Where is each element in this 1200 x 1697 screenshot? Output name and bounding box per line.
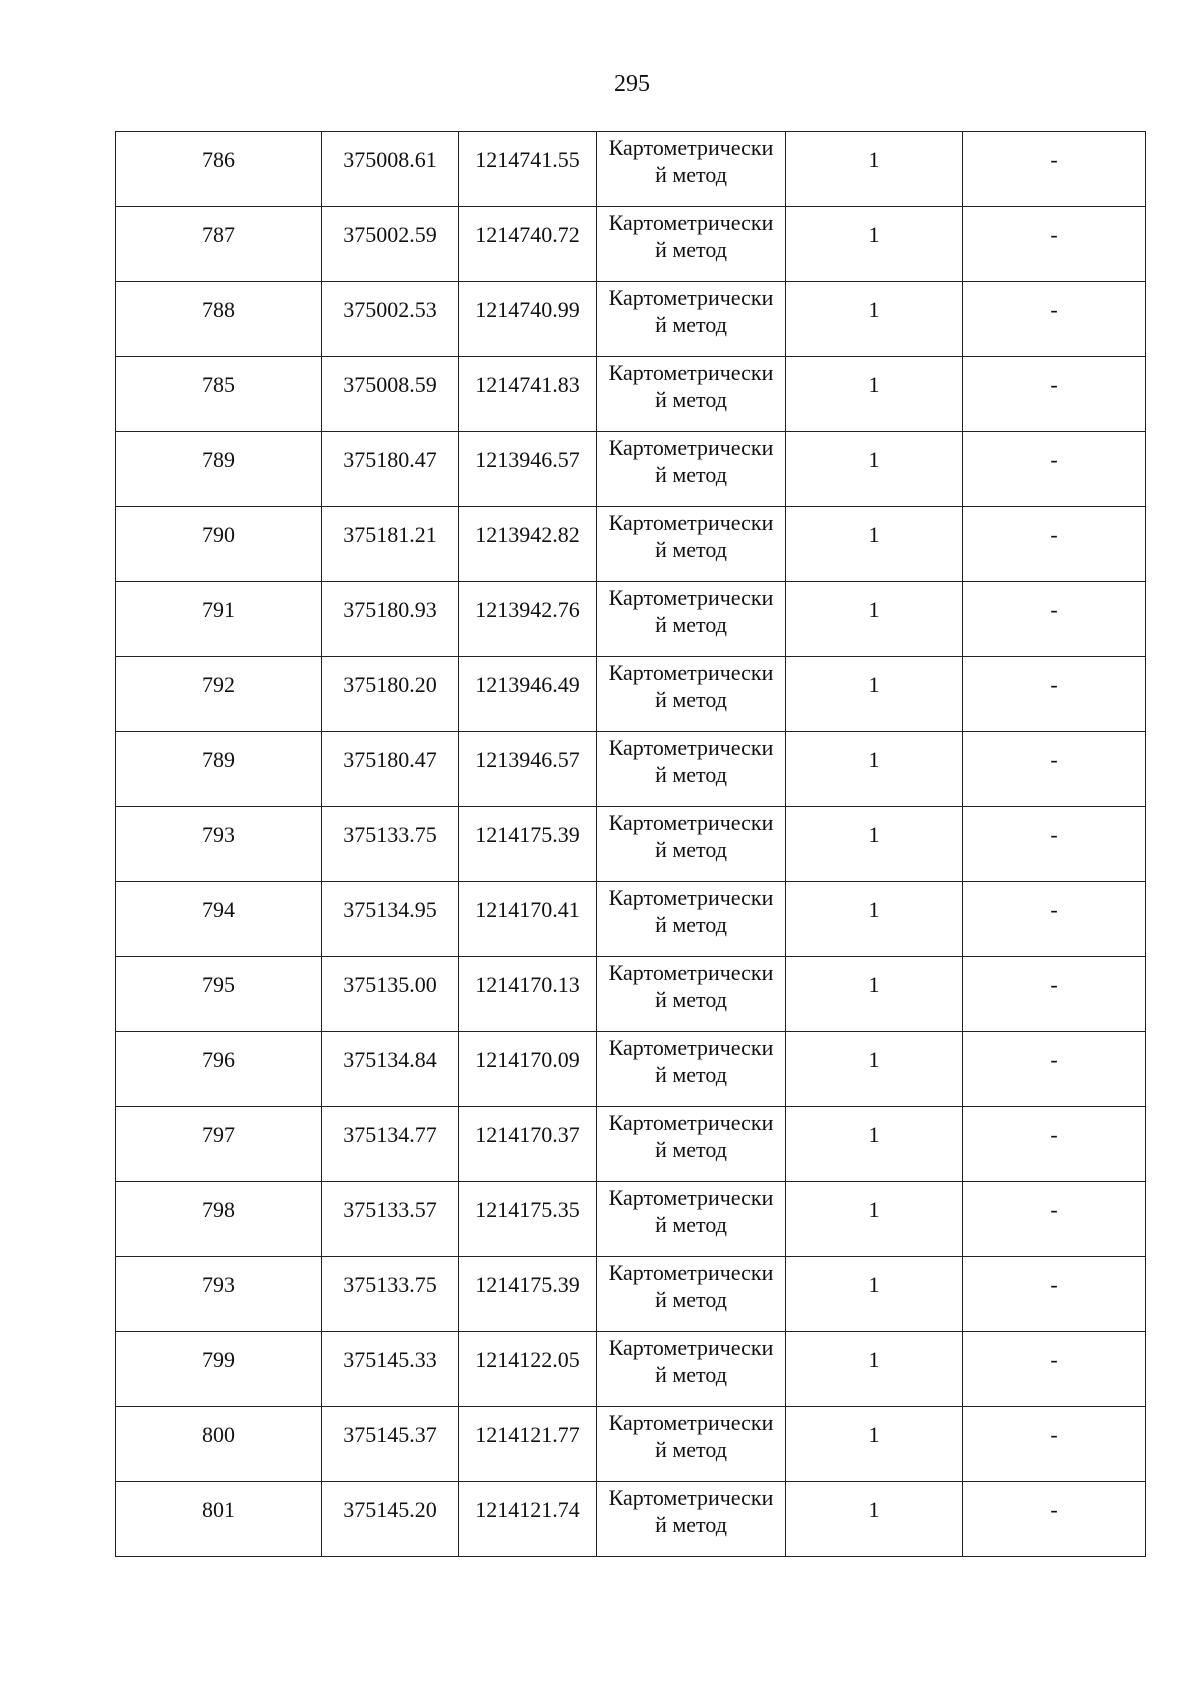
- accuracy-cell-value: 1: [868, 1422, 880, 1447]
- method-text-line1: Картометрически: [608, 135, 774, 160]
- x-coordinate-cell: [322, 1032, 459, 1107]
- x-coordinate-cell-value: 375134.77: [343, 1122, 437, 1147]
- method-cell: [597, 1032, 786, 1107]
- note-cell-value: -: [1050, 597, 1058, 622]
- accuracy-cell: [786, 1482, 963, 1557]
- x-coordinate-cell-value: 375145.37: [343, 1422, 437, 1447]
- method-cell: [597, 1482, 786, 1557]
- note-cell: [963, 882, 1146, 957]
- point-number-cell: [116, 282, 322, 357]
- point-number-cell-value: 786: [202, 147, 235, 172]
- table-row: [116, 1407, 1146, 1482]
- note-cell: [963, 1032, 1146, 1107]
- point-number-cell: [116, 657, 322, 732]
- y-coordinate-cell-value: 1214740.99: [475, 297, 580, 322]
- accuracy-cell-value: 1: [868, 222, 880, 247]
- method-text-line1: Картометрически: [608, 810, 774, 835]
- method-cell: [597, 282, 786, 357]
- point-number-cell-value: 789: [202, 747, 235, 772]
- accuracy-cell-value: 1: [868, 522, 880, 547]
- method-text-line1: Картометрически: [608, 1485, 774, 1510]
- y-coordinate-cell-value: 1214121.77: [475, 1422, 580, 1447]
- point-number-cell: [116, 1482, 322, 1557]
- point-number-cell-value: 797: [202, 1122, 235, 1147]
- y-coordinate-cell: [459, 582, 597, 657]
- x-coordinate-cell: [322, 1182, 459, 1257]
- note-cell: [963, 1482, 1146, 1557]
- x-coordinate-cell: [322, 732, 459, 807]
- accuracy-cell-value: 1: [868, 1122, 880, 1147]
- accuracy-cell-value: 1: [868, 747, 880, 772]
- point-number-cell: [116, 1332, 322, 1407]
- method-text-line1: Картометрически: [608, 285, 774, 310]
- y-coordinate-cell-value: 1214122.05: [475, 1347, 580, 1372]
- method-text-line1: Картометрически: [608, 1410, 774, 1435]
- accuracy-cell: [786, 357, 963, 432]
- accuracy-cell-value: 1: [868, 147, 880, 172]
- note-cell-value: -: [1050, 1197, 1058, 1222]
- x-coordinate-cell: [322, 807, 459, 882]
- y-coordinate-cell: [459, 807, 597, 882]
- method-text-line2: й метод: [655, 837, 727, 862]
- table-row: [116, 807, 1146, 882]
- method-text-line2: й метод: [655, 537, 727, 562]
- table-row: [116, 657, 1146, 732]
- accuracy-cell: [786, 1107, 963, 1182]
- method-text-line2: й метод: [655, 1137, 727, 1162]
- y-coordinate-cell-value: 1213946.57: [475, 747, 580, 772]
- table-row: [116, 582, 1146, 657]
- x-coordinate-cell-value: 375180.47: [343, 747, 437, 772]
- point-number-cell-value: 799: [202, 1347, 235, 1372]
- note-cell: [963, 357, 1146, 432]
- table-row: [116, 132, 1146, 207]
- note-cell-value: -: [1050, 1422, 1058, 1447]
- accuracy-cell-value: 1: [868, 1497, 880, 1522]
- method-text-line2: й метод: [655, 387, 727, 412]
- note-cell: [963, 1182, 1146, 1257]
- method-cell: [597, 1107, 786, 1182]
- table-row: [116, 507, 1146, 582]
- table-row: [116, 1482, 1146, 1557]
- table-row: [116, 207, 1146, 282]
- y-coordinate-cell: [459, 1032, 597, 1107]
- note-cell-value: -: [1050, 672, 1058, 697]
- accuracy-cell: [786, 1257, 963, 1332]
- point-number-cell: [116, 582, 322, 657]
- accuracy-cell: [786, 432, 963, 507]
- x-coordinate-cell: [322, 657, 459, 732]
- point-number-cell: [116, 207, 322, 282]
- point-number-cell: [116, 132, 322, 207]
- point-number-cell-value: 796: [202, 1047, 235, 1072]
- method-text-line2: й метод: [655, 1212, 727, 1237]
- y-coordinate-cell-value: 1213942.82: [475, 522, 580, 547]
- table-row: [116, 1182, 1146, 1257]
- method-text-line1: Картометрически: [608, 660, 774, 685]
- y-coordinate-cell: [459, 882, 597, 957]
- method-text-line1: Картометрически: [608, 1185, 774, 1210]
- method-text-line2: й метод: [655, 1437, 727, 1462]
- method-cell: [597, 357, 786, 432]
- x-coordinate-cell: [322, 432, 459, 507]
- x-coordinate-cell-value: 375145.20: [343, 1497, 437, 1522]
- note-cell: [963, 1107, 1146, 1182]
- x-coordinate-cell: [322, 507, 459, 582]
- table-row: [116, 1107, 1146, 1182]
- method-cell: [597, 507, 786, 582]
- y-coordinate-cell-value: 1214175.39: [475, 1272, 580, 1297]
- accuracy-cell: [786, 582, 963, 657]
- point-number-cell-value: 787: [202, 222, 235, 247]
- y-coordinate-cell-value: 1214121.74: [475, 1497, 580, 1522]
- accuracy-cell-value: 1: [868, 1197, 880, 1222]
- x-coordinate-cell: [322, 357, 459, 432]
- y-coordinate-cell-value: 1214175.39: [475, 822, 580, 847]
- table-row: [116, 1332, 1146, 1407]
- x-coordinate-cell-value: 375133.75: [343, 822, 437, 847]
- point-number-cell: [116, 1407, 322, 1482]
- y-coordinate-cell: [459, 282, 597, 357]
- method-text-line1: Картометрически: [608, 510, 774, 535]
- method-text-line1: Картометрически: [608, 1035, 774, 1060]
- method-text-line2: й метод: [655, 912, 727, 937]
- y-coordinate-cell: [459, 657, 597, 732]
- method-text-line2: й метод: [655, 687, 727, 712]
- point-number-cell-value: 790: [202, 522, 235, 547]
- method-text-line2: й метод: [655, 462, 727, 487]
- method-cell: [597, 657, 786, 732]
- x-coordinate-cell: [322, 1407, 459, 1482]
- accuracy-cell: [786, 507, 963, 582]
- method-cell: [597, 882, 786, 957]
- x-coordinate-cell-value: 375180.93: [343, 597, 437, 622]
- point-number-cell: [116, 732, 322, 807]
- method-text-line1: Картометрически: [608, 210, 774, 235]
- method-cell: [597, 582, 786, 657]
- point-number-cell: [116, 1182, 322, 1257]
- y-coordinate-cell: [459, 432, 597, 507]
- y-coordinate-cell-value: 1214170.41: [475, 897, 580, 922]
- note-cell-value: -: [1050, 1122, 1058, 1147]
- point-number-cell-value: 794: [202, 897, 235, 922]
- table-row: [116, 282, 1146, 357]
- note-cell: [963, 657, 1146, 732]
- method-cell: [597, 1332, 786, 1407]
- table-row: [116, 957, 1146, 1032]
- note-cell: [963, 432, 1146, 507]
- table-row: [116, 732, 1146, 807]
- point-number-cell: [116, 957, 322, 1032]
- x-coordinate-cell: [322, 132, 459, 207]
- method-text-line2: й метод: [655, 1362, 727, 1387]
- page-number: 295: [614, 71, 650, 97]
- method-text-line1: Картометрически: [608, 960, 774, 985]
- point-number-cell: [116, 807, 322, 882]
- note-cell: [963, 207, 1146, 282]
- accuracy-cell-value: 1: [868, 447, 880, 472]
- method-cell: [597, 432, 786, 507]
- x-coordinate-cell-value: 375002.59: [343, 222, 437, 247]
- accuracy-cell-value: 1: [868, 597, 880, 622]
- y-coordinate-cell: [459, 1407, 597, 1482]
- method-text-line1: Картометрически: [608, 585, 774, 610]
- note-cell-value: -: [1050, 897, 1058, 922]
- accuracy-cell: [786, 732, 963, 807]
- table-row: [116, 1257, 1146, 1332]
- y-coordinate-cell: [459, 1257, 597, 1332]
- x-coordinate-cell-value: 375134.84: [343, 1047, 437, 1072]
- method-text-line2: й метод: [655, 612, 727, 637]
- y-coordinate-cell-value: 1213942.76: [475, 597, 580, 622]
- accuracy-cell: [786, 207, 963, 282]
- point-number-cell-value: 792: [202, 672, 235, 697]
- point-number-cell: [116, 1107, 322, 1182]
- note-cell: [963, 1407, 1146, 1482]
- table-body: [116, 132, 1146, 1557]
- method-text-line2: й метод: [655, 1512, 727, 1537]
- method-text-line1: Картометрически: [608, 885, 774, 910]
- x-coordinate-cell-value: 375133.75: [343, 1272, 437, 1297]
- note-cell-value: -: [1050, 1497, 1058, 1522]
- accuracy-cell: [786, 807, 963, 882]
- note-cell-value: -: [1050, 147, 1058, 172]
- note-cell-value: -: [1050, 297, 1058, 322]
- y-coordinate-cell-value: 1214170.37: [475, 1122, 580, 1147]
- x-coordinate-cell: [322, 1332, 459, 1407]
- method-text-line2: й метод: [655, 1062, 727, 1087]
- y-coordinate-cell-value: 1213946.57: [475, 447, 580, 472]
- y-coordinate-cell-value: 1214741.83: [475, 372, 580, 397]
- accuracy-cell-value: 1: [868, 672, 880, 697]
- table-row: [116, 1032, 1146, 1107]
- note-cell-value: -: [1050, 1347, 1058, 1372]
- y-coordinate-cell-value: 1214175.35: [475, 1197, 580, 1222]
- method-cell: [597, 1182, 786, 1257]
- accuracy-cell-value: 1: [868, 972, 880, 997]
- method-text-line2: й метод: [655, 987, 727, 1012]
- point-number-cell-value: 788: [202, 297, 235, 322]
- note-cell: [963, 1332, 1146, 1407]
- point-number-cell-value: 793: [202, 822, 235, 847]
- method-cell: [597, 207, 786, 282]
- point-number-cell: [116, 507, 322, 582]
- method-text-line1: Картометрически: [608, 360, 774, 385]
- method-cell: [597, 957, 786, 1032]
- method-text-line2: й метод: [655, 1287, 727, 1312]
- method-cell: [597, 807, 786, 882]
- note-cell-value: -: [1050, 447, 1058, 472]
- accuracy-cell: [786, 282, 963, 357]
- y-coordinate-cell-value: 1214170.13: [475, 972, 580, 997]
- note-cell: [963, 957, 1146, 1032]
- accuracy-cell: [786, 132, 963, 207]
- note-cell-value: -: [1050, 747, 1058, 772]
- x-coordinate-cell-value: 375135.00: [343, 972, 437, 997]
- y-coordinate-cell: [459, 1107, 597, 1182]
- point-number-cell: [116, 882, 322, 957]
- accuracy-cell-value: 1: [868, 1047, 880, 1072]
- x-coordinate-cell-value: 375008.59: [343, 372, 437, 397]
- y-coordinate-cell: [459, 507, 597, 582]
- note-cell-value: -: [1050, 822, 1058, 847]
- point-number-cell-value: 801: [202, 1497, 235, 1522]
- y-coordinate-cell-value: 1214741.55: [475, 147, 580, 172]
- point-number-cell-value: 798: [202, 1197, 235, 1222]
- x-coordinate-cell-value: 375002.53: [343, 297, 437, 322]
- note-cell: [963, 732, 1146, 807]
- accuracy-cell: [786, 1332, 963, 1407]
- y-coordinate-cell: [459, 1182, 597, 1257]
- note-cell-value: -: [1050, 1272, 1058, 1297]
- point-number-cell-value: 793: [202, 1272, 235, 1297]
- y-coordinate-cell-value: 1213946.49: [475, 672, 580, 697]
- point-number-cell: [116, 1257, 322, 1332]
- y-coordinate-cell: [459, 732, 597, 807]
- method-text-line1: Картометрически: [608, 1110, 774, 1135]
- accuracy-cell-value: 1: [868, 372, 880, 397]
- method-cell: [597, 1257, 786, 1332]
- method-text-line2: й метод: [655, 762, 727, 787]
- x-coordinate-cell: [322, 1257, 459, 1332]
- y-coordinate-cell: [459, 957, 597, 1032]
- x-coordinate-cell-value: 375133.57: [343, 1197, 437, 1222]
- method-text-line1: Картометрически: [608, 435, 774, 460]
- x-coordinate-cell: [322, 882, 459, 957]
- note-cell: [963, 807, 1146, 882]
- accuracy-cell: [786, 1032, 963, 1107]
- method-text-line2: й метод: [655, 237, 727, 262]
- y-coordinate-cell: [459, 132, 597, 207]
- point-number-cell: [116, 1032, 322, 1107]
- y-coordinate-cell: [459, 207, 597, 282]
- method-text-line1: Картометрически: [608, 1260, 774, 1285]
- method-text-line2: й метод: [655, 162, 727, 187]
- note-cell: [963, 132, 1146, 207]
- y-coordinate-cell: [459, 1482, 597, 1557]
- y-coordinate-cell: [459, 357, 597, 432]
- method-cell: [597, 1407, 786, 1482]
- x-coordinate-cell-value: 375134.95: [343, 897, 437, 922]
- note-cell-value: -: [1050, 222, 1058, 247]
- coordinates-table: [115, 131, 1146, 1557]
- y-coordinate-cell-value: 1214740.72: [475, 222, 580, 247]
- x-coordinate-cell: [322, 957, 459, 1032]
- point-number-cell-value: 795: [202, 972, 235, 997]
- x-coordinate-cell-value: 375008.61: [343, 147, 437, 172]
- note-cell-value: -: [1050, 522, 1058, 547]
- accuracy-cell: [786, 657, 963, 732]
- accuracy-cell: [786, 1182, 963, 1257]
- y-coordinate-cell: [459, 1332, 597, 1407]
- point-number-cell: [116, 357, 322, 432]
- note-cell: [963, 1257, 1146, 1332]
- accuracy-cell-value: 1: [868, 1272, 880, 1297]
- table-row: [116, 432, 1146, 507]
- note-cell-value: -: [1050, 972, 1058, 997]
- point-number-cell-value: 789: [202, 447, 235, 472]
- method-cell: [597, 732, 786, 807]
- note-cell: [963, 582, 1146, 657]
- point-number-cell: [116, 432, 322, 507]
- point-number-cell-value: 785: [202, 372, 235, 397]
- accuracy-cell-value: 1: [868, 897, 880, 922]
- x-coordinate-cell: [322, 1482, 459, 1557]
- accuracy-cell: [786, 1407, 963, 1482]
- method-cell: [597, 132, 786, 207]
- table-row: [116, 357, 1146, 432]
- method-text-line2: й метод: [655, 312, 727, 337]
- note-cell-value: -: [1050, 1047, 1058, 1072]
- note-cell: [963, 282, 1146, 357]
- point-number-cell-value: 800: [202, 1422, 235, 1447]
- note-cell-value: -: [1050, 372, 1058, 397]
- note-cell: [963, 507, 1146, 582]
- accuracy-cell: [786, 957, 963, 1032]
- method-text-line1: Картометрически: [608, 1335, 774, 1360]
- x-coordinate-cell: [322, 207, 459, 282]
- accuracy-cell: [786, 882, 963, 957]
- x-coordinate-cell: [322, 1107, 459, 1182]
- x-coordinate-cell-value: 375145.33: [343, 1347, 437, 1372]
- x-coordinate-cell-value: 375181.21: [343, 522, 437, 547]
- x-coordinate-cell-value: 375180.47: [343, 447, 437, 472]
- x-coordinate-cell: [322, 282, 459, 357]
- method-text-line1: Картометрически: [608, 735, 774, 760]
- point-number-cell-value: 791: [202, 597, 235, 622]
- accuracy-cell-value: 1: [868, 822, 880, 847]
- y-coordinate-cell-value: 1214170.09: [475, 1047, 580, 1072]
- table-row: [116, 882, 1146, 957]
- x-coordinate-cell: [322, 582, 459, 657]
- accuracy-cell-value: 1: [868, 297, 880, 322]
- accuracy-cell-value: 1: [868, 1347, 880, 1372]
- x-coordinate-cell-value: 375180.20: [343, 672, 437, 697]
